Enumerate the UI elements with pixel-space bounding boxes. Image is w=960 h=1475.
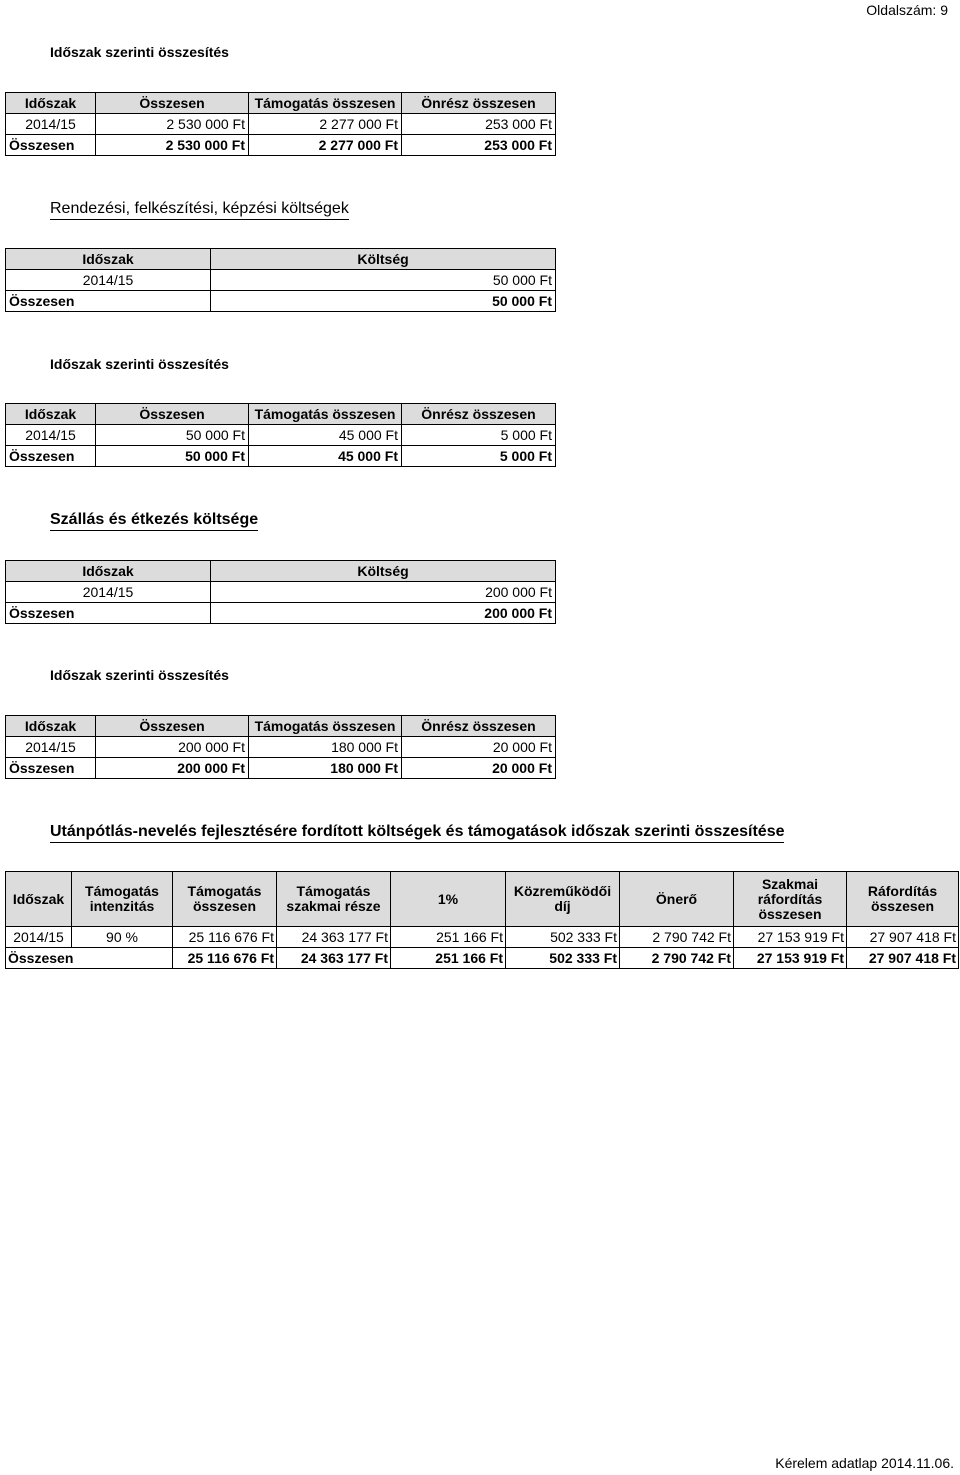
col-header-onresz: Önrész összesen — [402, 716, 556, 737]
col-header-idoszak: Időszak — [6, 93, 96, 114]
total-cost: 200 000 Ft — [211, 603, 556, 624]
cell-expense-total: 27 907 418 Ft — [847, 927, 959, 948]
col-header-tamogatas: Támogatás összesen — [249, 93, 402, 114]
total-support: 2 277 000 Ft — [249, 135, 402, 156]
cell-period: 2014/15 — [6, 270, 211, 291]
rendezesi-cost-table — [5, 248, 556, 312]
cell-support: 45 000 Ft — [249, 425, 402, 446]
total-one-percent: 251 166 Ft — [391, 948, 506, 969]
col-header-onresz: Önrész összesen — [402, 404, 556, 425]
cell-fee: 502 333 Ft — [506, 927, 620, 948]
footer-text: Kérelem adatlap 2014.11.06. — [775, 1455, 954, 1471]
cell-own-funds: 2 790 742 Ft — [620, 927, 734, 948]
total-cost: 50 000 Ft — [211, 291, 556, 312]
cell-support: 180 000 Ft — [249, 737, 402, 758]
col-header-tamogatas-osszesen: Támogatás összesen — [173, 872, 277, 927]
szallas-cost-table — [5, 560, 556, 624]
total-label: Összesen — [6, 603, 211, 624]
total-label: Összesen — [6, 135, 96, 156]
table-header-row — [6, 93, 556, 114]
total-label: Összesen — [6, 758, 96, 779]
cell-cost: 50 000 Ft — [211, 270, 556, 291]
total-own: 253 000 Ft — [402, 135, 556, 156]
col-header-szakmai-raforditas: Szakmai ráfordítás összesen — [734, 872, 847, 927]
cell-intensity: 90 % — [72, 927, 173, 948]
cell-own: 5 000 Ft — [402, 425, 556, 446]
cell-period: 2014/15 — [6, 737, 96, 758]
table-row — [6, 737, 556, 758]
cell-total: 200 000 Ft — [96, 737, 249, 758]
section-title-szallas: Szállás és étkezés költsége — [50, 511, 258, 531]
summary2-table — [5, 403, 556, 467]
table-header-row — [6, 872, 959, 927]
col-header-kozremukodoi-dij: Közreműködői díj — [506, 872, 620, 927]
table-header-row — [6, 716, 556, 737]
col-header-osszesen: Összesen — [96, 404, 249, 425]
total-row — [6, 758, 556, 779]
col-header-idoszak: Időszak — [6, 404, 96, 425]
cell-total: 2 530 000 Ft — [96, 114, 249, 135]
table-row — [6, 270, 556, 291]
table-row — [6, 582, 556, 603]
total-sum: 50 000 Ft — [96, 446, 249, 467]
total-support: 25 116 676 Ft — [173, 948, 277, 969]
cell-support-total: 25 116 676 Ft — [173, 927, 277, 948]
page-number: Oldalszám: 9 — [866, 2, 948, 18]
col-header-koltseg: Költség — [211, 249, 556, 270]
total-expense: 27 907 418 Ft — [847, 948, 959, 969]
total-row — [6, 291, 556, 312]
total-row — [6, 446, 556, 467]
total-own-funds: 2 790 742 Ft — [620, 948, 734, 969]
total-support: 45 000 Ft — [249, 446, 402, 467]
total-fee: 502 333 Ft — [506, 948, 620, 969]
cell-total: 50 000 Ft — [96, 425, 249, 446]
col-header-1-percent: 1% — [391, 872, 506, 927]
cell-own: 253 000 Ft — [402, 114, 556, 135]
cell-period: 2014/15 — [6, 114, 96, 135]
total-own: 5 000 Ft — [402, 446, 556, 467]
total-prof-expense: 27 153 919 Ft — [734, 948, 847, 969]
cell-period: 2014/15 — [6, 425, 96, 446]
table-header-row — [6, 249, 556, 270]
col-header-idoszak: Időszak — [6, 561, 211, 582]
utanpotlas-table — [5, 871, 959, 969]
total-label: Összesen — [6, 291, 211, 312]
table-header-row — [6, 404, 556, 425]
col-header-raforditas-osszesen: Ráfordítás összesen — [847, 872, 959, 927]
cell-own: 20 000 Ft — [402, 737, 556, 758]
cell-support-professional: 24 363 177 Ft — [277, 927, 391, 948]
summary3-title: Időszak szerinti összesítés — [50, 667, 229, 683]
cell-one-percent: 251 166 Ft — [391, 927, 506, 948]
total-sum: 2 530 000 Ft — [96, 135, 249, 156]
total-own: 20 000 Ft — [402, 758, 556, 779]
total-sum: 200 000 Ft — [96, 758, 249, 779]
summary1-table — [5, 92, 556, 156]
total-label: Összesen — [6, 446, 96, 467]
col-header-szakmai-resze: Támogatás szakmai része — [277, 872, 391, 927]
total-support: 180 000 Ft — [249, 758, 402, 779]
section-title-rendezesi: Rendezési, felkészítési, képzési költségek — [50, 200, 349, 220]
cell-prof-expense: 27 153 919 Ft — [734, 927, 847, 948]
total-label: Összesen — [6, 948, 173, 969]
cell-cost: 200 000 Ft — [211, 582, 556, 603]
summary3-table — [5, 715, 556, 779]
summary1-title: Időszak szerinti összesítés — [50, 44, 229, 60]
cell-support: 2 277 000 Ft — [249, 114, 402, 135]
table-header-row — [6, 561, 556, 582]
total-row — [6, 603, 556, 624]
col-header-koltseg: Költség — [211, 561, 556, 582]
col-header-onresz: Önrész összesen — [402, 93, 556, 114]
col-header-tamogatas: Támogatás összesen — [249, 716, 402, 737]
summary2-title: Időszak szerinti összesítés — [50, 356, 229, 372]
total-row — [6, 135, 556, 156]
table-row — [6, 927, 959, 948]
col-header-tamogatas: Támogatás összesen — [249, 404, 402, 425]
col-header-idoszak: Időszak — [6, 249, 211, 270]
table-row — [6, 425, 556, 446]
section-title-utanpotlas: Utánpótlás-nevelés fejlesztésére fordított költségek és támogatások időszak szerinti összesítése — [50, 823, 784, 843]
col-header-idoszak: Időszak — [6, 872, 72, 927]
col-header-osszesen: Összesen — [96, 93, 249, 114]
cell-period: 2014/15 — [6, 582, 211, 603]
col-header-onero: Önerő — [620, 872, 734, 927]
col-header-intenzitas: Támogatás intenzitás — [72, 872, 173, 927]
col-header-idoszak: Időszak — [6, 716, 96, 737]
col-header-osszesen: Összesen — [96, 716, 249, 737]
total-row — [6, 948, 959, 969]
total-support-professional: 24 363 177 Ft — [277, 948, 391, 969]
cell-period: 2014/15 — [6, 927, 72, 948]
table-row — [6, 114, 556, 135]
